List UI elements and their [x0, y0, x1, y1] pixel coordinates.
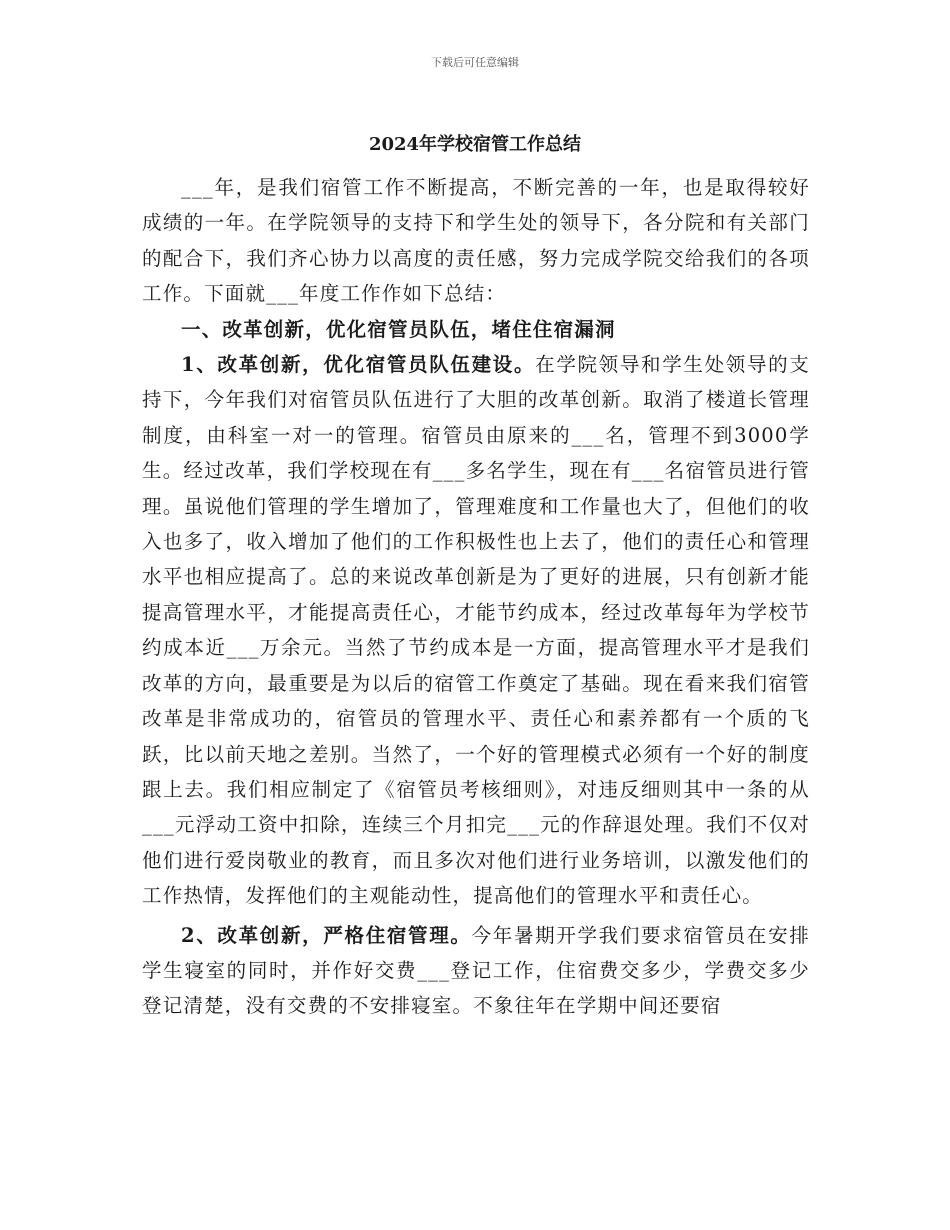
item-2-lead: 2、改革创新，严格住宿管理。	[181, 923, 472, 947]
item-1-body: 在学院领导和学生处领导的支持下，今年我们对宿管员队伍进行了大胆的改革创新。取消了楼道长管理制度，由科室一对一的管理。宿管员由原来的___名，管理不到3000学生。经过改革，我们学校现在有___多名学生，现在有___名宿管员进行管理。虽说他们管理的学生增加了，管理难度和工作量也大了，但他们的收入也多了，收入增加了他们的工作积极性也上去了，他们的责任心和管理水平也相应提高了。总的来说改革创新是为了更好的进展，只有创新才能提高管理水平，才能提高责任心，才能节约成本，经过改革每年为学校节约成本近___万余元。当然了节约成本是一方面，提高管理水平才是我们改革的方向，最重要是为以后的宿管工作奠定了基础。现在看来我们宿管改革是非常成功的，宿管员的管理水平、责任心和素养都有一个质的飞跃，比以前天地之差别。当然了，一个好的管理模式必须有一个好的制度跟上去。我们相应制定了《宿管员考核细则》，对违反细则其中一条的从___元浮动工资中扣除，连续三个月扣完___元的作辞退处理。我们不仅对他们进行爱岗敬业的教育，而且多次对他们进行业务培训，以激发他们的工作热情，发挥他们的主观能动性，提高他们的管理水平和责任心。	[142, 353, 811, 908]
page-header-note: 下载后可任意编辑	[431, 56, 519, 69]
document-body	[142, 170, 810, 1024]
section-heading: 一、改革创新，优化宿管员队伍，堵住住宿漏洞	[181, 317, 616, 341]
document-title: 2024年学校宿管工作总结	[368, 134, 582, 155]
item-1-paragraph	[142, 347, 810, 914]
item-2-body: 今年暑期开学我们要求宿管员在安排学生寝室的同时，并作好交费___登记工作，住宿费交多少，学费交多少登记清楚，没有交费的不安排寝室。不象往年在学期中间还要宿	[142, 923, 810, 1018]
item-2-paragraph	[142, 918, 810, 1024]
intro-paragraph: ___年，是我们宿管工作不断提高，不断完善的一年，也是取得较好成绩的一年。在学院领导的支持下和学生处的领导下，各分院和有关部门的配合下，我们齐心协力以高度的责任感，努力完成学院交给我们的各项工作。下面就___年度工作作如下总结：	[142, 176, 810, 306]
item-1-lead: 1、改革创新，优化宿管员队伍建设。	[181, 353, 536, 377]
